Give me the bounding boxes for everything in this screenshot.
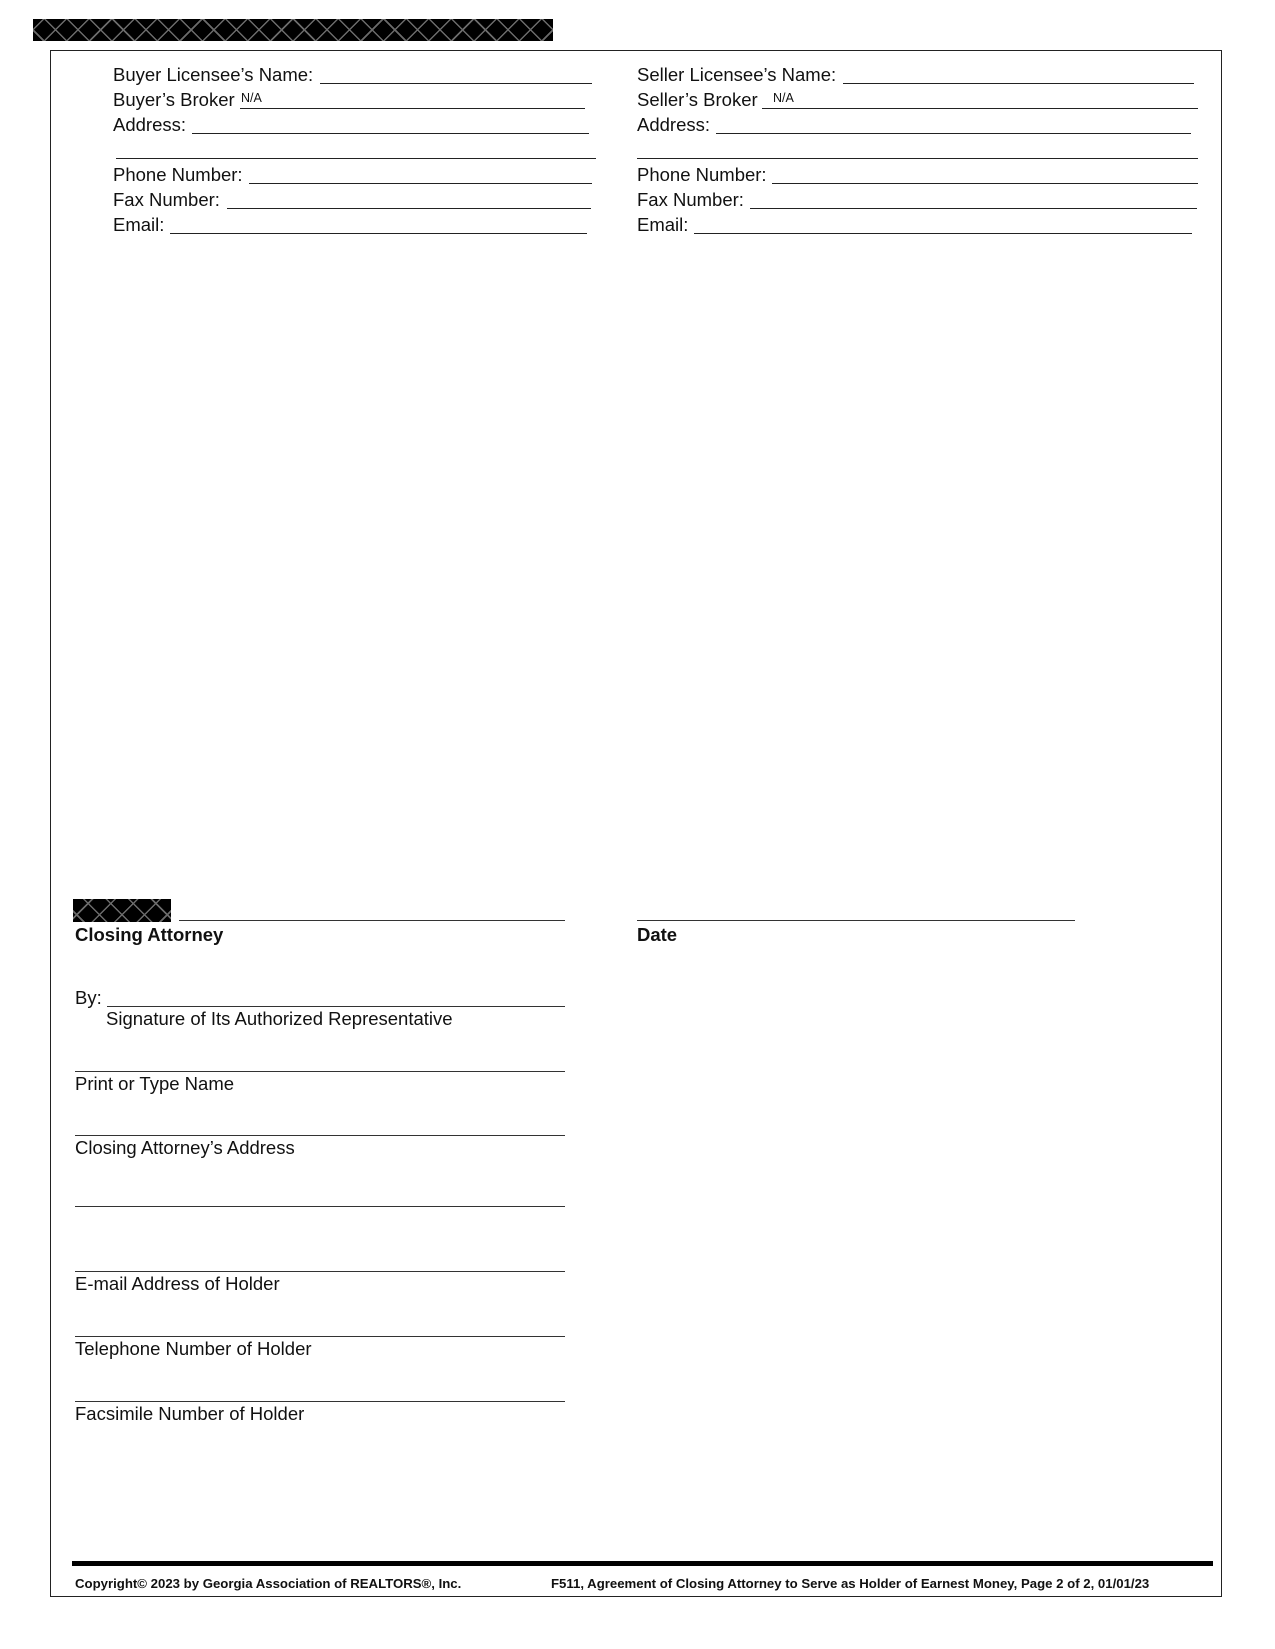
footer-copyright: Copyright© 2023 by Georgia Association of REALTORS®, Inc. (75, 1576, 462, 1591)
seller-broker-row (637, 89, 1207, 111)
buyer-licensee-name-field[interactable] (320, 83, 592, 84)
holder-facsimile-line[interactable] (75, 1401, 565, 1402)
holder-email-label: E-mail Address of Holder (75, 1273, 280, 1294)
footer-form-info: F511, Agreement of Closing Attorney to Serve as Holder of Earnest Money, Page 2 of 2, 01/01/23 (551, 1576, 1150, 1591)
attorney-address-line2[interactable] (75, 1206, 565, 1207)
buyer-fax-label: Fax Number: (113, 189, 220, 210)
attorney-address-line[interactable] (75, 1135, 565, 1136)
holder-telephone-line[interactable] (75, 1336, 565, 1337)
seller-licensee-name-field[interactable] (843, 83, 1194, 84)
buyer-licensee-name-row (113, 64, 593, 86)
holder-telephone-label: Telephone Number of Holder (75, 1338, 312, 1359)
buyer-address-line2-row (113, 139, 603, 161)
date-label: Date (637, 924, 678, 945)
redacted-header-bar (33, 19, 553, 41)
seller-broker-value: N/A (773, 91, 794, 105)
seller-phone-label: Phone Number: (637, 164, 767, 185)
seller-broker-field[interactable] (762, 108, 1198, 109)
buyer-broker-label: Buyer’s Broker (113, 89, 235, 110)
buyer-fax-row (113, 189, 593, 211)
seller-email-field[interactable] (694, 233, 1192, 234)
holder-email-line[interactable] (75, 1271, 565, 1272)
authorized-signature-line[interactable] (107, 1006, 565, 1007)
seller-address-line2-row (637, 139, 1207, 161)
buyer-address-line2-field[interactable] (116, 158, 596, 159)
buyer-broker-field[interactable] (240, 108, 585, 109)
seller-phone-row (637, 164, 1207, 186)
buyer-fax-field[interactable] (227, 208, 591, 209)
redacted-closing-attorney-name (73, 899, 171, 922)
seller-phone-field[interactable] (772, 183, 1198, 184)
buyer-address-field[interactable] (192, 133, 589, 134)
signature-label: Signature of Its Authorized Representative (106, 1008, 453, 1029)
print-name-line[interactable] (75, 1071, 565, 1072)
buyer-broker-value: N/A (241, 91, 262, 105)
seller-fax-label: Fax Number: (637, 189, 744, 210)
buyer-broker-row (113, 89, 593, 111)
seller-broker-label: Seller’s Broker (637, 89, 758, 110)
buyer-licensee-name-label: Buyer Licensee’s Name: (113, 64, 314, 85)
closing-attorney-label: Closing Attorney (75, 924, 224, 945)
seller-address-label: Address: (637, 114, 711, 135)
buyer-phone-row (113, 164, 593, 186)
by-label: By: (75, 987, 102, 1008)
seller-fax-field[interactable] (750, 208, 1197, 209)
seller-licensee-name-row (637, 64, 1197, 86)
seller-address-line2-field[interactable] (637, 158, 1198, 159)
holder-facsimile-label: Facsimile Number of Holder (75, 1403, 305, 1424)
seller-licensee-name-label: Seller Licensee’s Name: (637, 64, 837, 85)
seller-email-row (637, 214, 1197, 236)
closing-attorney-signature-line[interactable] (179, 920, 565, 921)
attorney-address-label: Closing Attorney’s Address (75, 1137, 295, 1158)
buyer-address-row (113, 114, 593, 136)
date-line[interactable] (637, 920, 1075, 921)
footer-rule (72, 1561, 1213, 1566)
seller-address-field[interactable] (716, 133, 1191, 134)
buyer-address-label: Address: (113, 114, 187, 135)
buyer-phone-label: Phone Number: (113, 164, 243, 185)
buyer-email-label: Email: (113, 214, 165, 235)
buyer-email-row (113, 214, 593, 236)
buyer-email-field[interactable] (170, 233, 587, 234)
document-frame (50, 50, 1222, 1597)
seller-fax-row (637, 189, 1207, 211)
seller-address-row (637, 114, 1197, 136)
buyer-phone-field[interactable] (249, 183, 592, 184)
print-name-label: Print or Type Name (75, 1073, 235, 1094)
seller-email-label: Email: (637, 214, 689, 235)
